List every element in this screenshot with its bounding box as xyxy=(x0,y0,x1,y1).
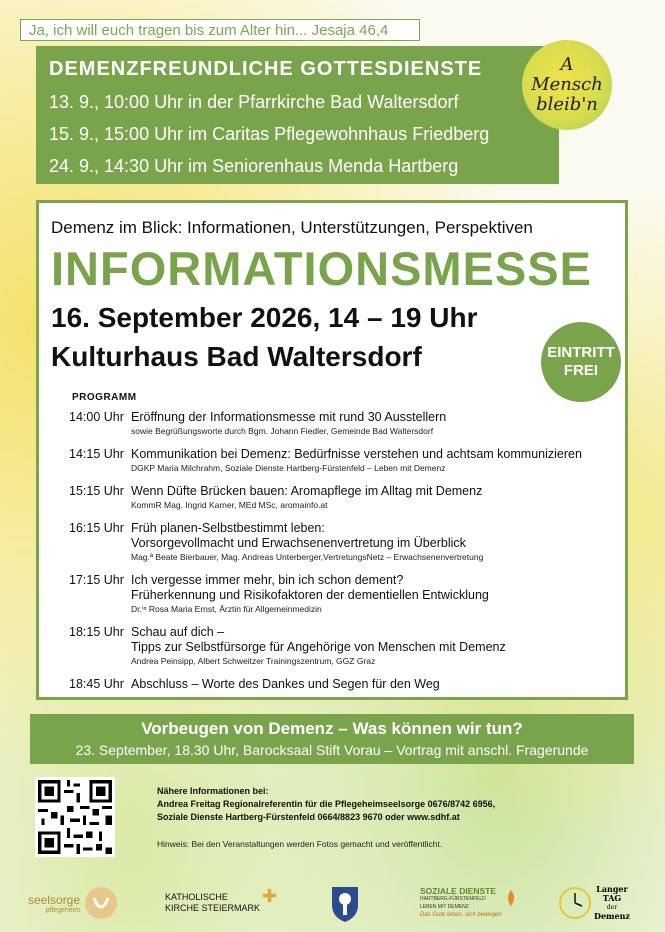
program-title: Schau auf dich – xyxy=(131,625,225,639)
fair-title: INFORMATIONSMESSE xyxy=(51,242,592,295)
entry-line: EINTRITT xyxy=(547,344,615,361)
program-time: 14:00 Uhr xyxy=(69,410,124,424)
contact-heading: Nähere Informationen bei: xyxy=(157,786,269,796)
kirche-logo xyxy=(165,878,277,928)
program-title: Eröffnung der Informationsmesse mit rund 30 Ausstellern xyxy=(131,410,447,424)
program-item xyxy=(69,447,624,475)
program-item xyxy=(69,521,624,564)
fair-subtitle: Demenz im Blick: Informationen, Unterstützungen, Perspektiven xyxy=(51,218,533,237)
program-item xyxy=(69,484,624,512)
program-speaker: Dr.ⁱⁿ Rosa Maria Ernst, Ärztin für Allgemeinmedizin xyxy=(131,604,322,614)
program-speaker: DGKP Maria Milchrahm, Soziale Dienste Hartberg-Fürstenfeld – Leben mit Demenz xyxy=(131,463,446,473)
badge-line: bleib'n xyxy=(536,94,598,115)
program-heading: PROGRAMM xyxy=(72,392,137,403)
fair-venue: Kulturhaus Bad Waltersdorf xyxy=(51,341,422,372)
program-item xyxy=(69,410,624,438)
program-speaker: Andrea Peinsipp, Albert Schweitzer Trainingszentrum, GGZ Graz xyxy=(131,656,376,666)
fair-box xyxy=(36,200,628,700)
program-title: Vorsorgevollmacht und Erwachsenenvertretung im Überblick xyxy=(131,536,466,550)
qr-code[interactable] xyxy=(35,777,115,857)
lecture-line: 23. September, 18.30 Uhr, Barocksaal Stift Vorau – Vortrag mit anschl. Fragerunde xyxy=(75,742,589,758)
contact-line: Soziale Dienste Hartberg-Fürstenfeld 0664/8823 9670 oder www.sdhf.at xyxy=(157,812,460,822)
program-time: 14:15 Uhr xyxy=(69,447,124,461)
service-line: 13. 9., 10:00 Uhr in der Pfarrkirche Bad Waltersdorf xyxy=(49,92,459,112)
drop-icon xyxy=(504,889,518,907)
logo-text: KATHOLISCHE xyxy=(165,892,228,902)
mensch-bleibn-badge xyxy=(522,40,612,130)
seelsorge-logo xyxy=(28,878,118,928)
crest-logo xyxy=(330,878,360,928)
program-item xyxy=(69,573,624,616)
photo-note: Hinweis: Bei den Veranstaltungen werden Fotos gemacht und veröffentlicht. xyxy=(157,839,443,849)
logo-text: LEBEN MIT DEMENZ xyxy=(420,904,469,910)
program-speaker: Mag.ª Beate Bierbauer, Mag. Andreas Unterberger,VertretungsNetz – Erwachsenenvertretung xyxy=(131,552,484,562)
logo-text: KIRCHE STEIERMARK xyxy=(165,903,261,913)
logo-text: Demenz xyxy=(594,911,630,921)
logo-bar xyxy=(0,878,665,932)
lecture-bar xyxy=(30,714,634,764)
logo-text: pflegeheim xyxy=(45,906,81,914)
services-box xyxy=(36,46,559,184)
program-time: 17:15 Uhr xyxy=(69,573,124,587)
langer-tag-logo xyxy=(558,878,630,928)
fair-date: 16. September 2026, 14 – 19 Uhr xyxy=(51,302,478,333)
program-time: 18:15 Uhr xyxy=(69,625,124,639)
program-time: 16:15 Uhr xyxy=(69,521,124,535)
program-title: Tipps zur Selbstfürsorge für Angehörige von Menschen mit Demenz xyxy=(131,640,506,654)
program-time: 15:15 Uhr xyxy=(69,484,124,498)
program-title: Wenn Düfte Brücken bauen: Aromapflege im Alltag mit Demenz xyxy=(131,484,483,498)
logo-text: HARTBERG-FÜRSTENFELD xyxy=(420,896,486,902)
program-list xyxy=(69,410,624,701)
seelsorge-heart-icon xyxy=(84,886,118,920)
logo-text: Langer xyxy=(596,884,628,894)
program-title: Früherkennung und Risikofaktoren der dementiellen Entwicklung xyxy=(131,588,489,602)
logo-text: der xyxy=(606,904,618,911)
service-line: 15. 9., 15:00 Uhr im Caritas Pflegewohnhaus Friedberg xyxy=(49,124,490,144)
contact-line: Andrea Freitag Regionalreferentin für die Pflegeheimseelsorge 0676/8742 6956, xyxy=(157,799,496,809)
program-title: Kommunikation bei Demenz: Bedürfnisse verstehen und achtsam kommunizieren xyxy=(131,447,582,461)
clock-icon xyxy=(558,886,592,920)
program-title: Früh planen-Selbstbestimmt leben: xyxy=(131,521,325,535)
program-item xyxy=(69,625,624,668)
coat-of-arms-icon xyxy=(330,883,360,923)
logo-text: Das Gute leben, sich bewegen xyxy=(420,912,502,918)
free-entry-badge xyxy=(541,322,621,402)
bible-verse: Ja, ich will euch tragen bis zum Alter hin... Jesaja 46,4 xyxy=(20,19,420,41)
logo-text: SOZIALE DIENSTE xyxy=(420,886,497,896)
program-item xyxy=(69,677,624,692)
soziale-dienste-logo xyxy=(420,878,518,928)
lecture-heading: Vorbeugen von Demenz – Was können wir tun? xyxy=(141,719,523,738)
logo-text: TAG xyxy=(602,893,622,903)
services-title: DEMENZFREUNDLICHE GOTTESDIENSTE xyxy=(49,58,483,80)
program-time: 18:45 Uhr xyxy=(69,677,124,691)
badge-line: A Mensch xyxy=(531,54,603,95)
program-title: Abschluss – Worte des Dankes und Segen für den Weg xyxy=(131,677,440,691)
cross-icon: ✚ xyxy=(262,885,278,906)
logo-text: seelsorge xyxy=(28,892,81,907)
entry-line: FREI xyxy=(563,362,599,379)
contact-info xyxy=(157,785,495,824)
program-speaker: KommR Mag. Ingrid Karner, MEd MSc, aromainfo.at xyxy=(131,500,328,510)
program-speaker: sowie Begrüßungsworte durch Bgm. Johann Fiedler, Gemeinde Bad Waltersdorf xyxy=(131,426,434,436)
program-title: Ich vergesse immer mehr, bin ich schon dement? xyxy=(131,573,404,587)
service-line: 24. 9., 14:30 Uhr im Seniorenhaus Menda Hartberg xyxy=(49,156,459,176)
